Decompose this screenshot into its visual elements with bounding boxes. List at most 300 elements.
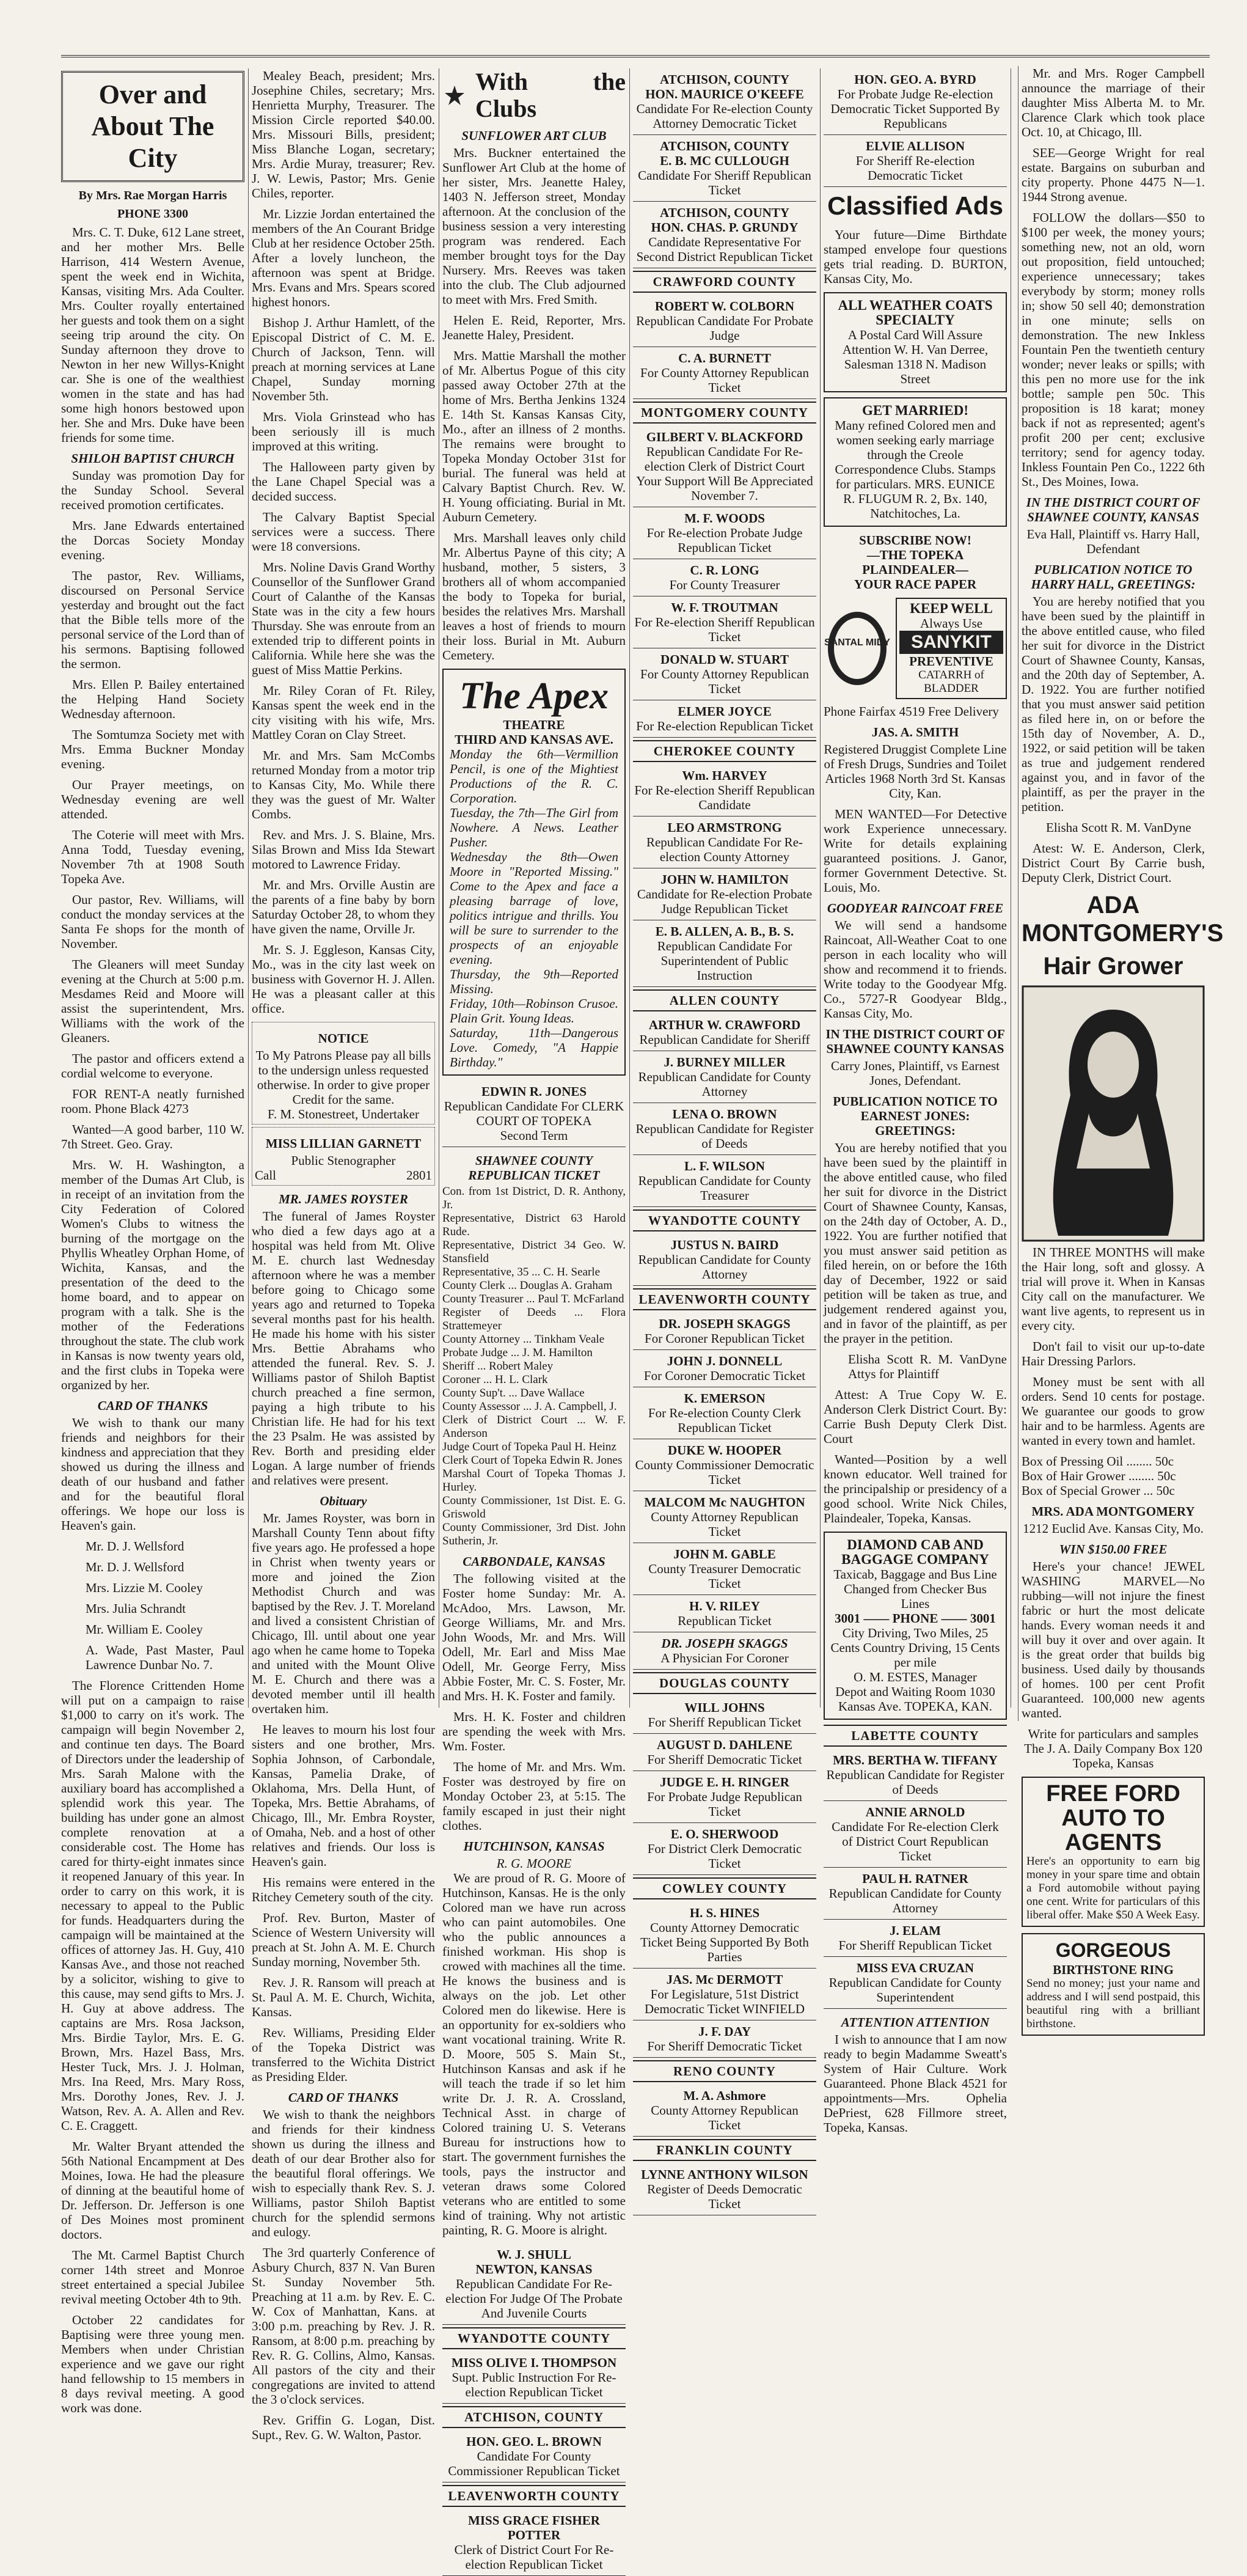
candidate-allen-eb bbox=[633, 920, 816, 987]
clubs-title: With the Clubs bbox=[475, 68, 626, 122]
diamond-cab-ad bbox=[824, 1532, 1007, 1720]
candidate-office: For County Attorney Republican Ticket bbox=[640, 365, 809, 395]
article-item: The Coterie will meet with Mrs. Anna Todd, Tuesday evening, November 7th at 1908 South Topeka Ave. bbox=[61, 827, 244, 886]
candidate-name: L. F. WILSON bbox=[684, 1159, 765, 1173]
ticket-line: County Commissioner, 3rd Dist. John Sutherin, Jr. bbox=[442, 1521, 626, 1547]
hair-grower-title: ADA MONTGOMERY'S bbox=[1022, 892, 1224, 947]
candidate-wilson-lynne bbox=[633, 2163, 816, 2215]
hair-woman-illustration bbox=[1022, 985, 1205, 1242]
article-item: Mrs. Ellen P. Bailey entertained the Helping Hand Society Wednesday afternoon. bbox=[61, 677, 244, 721]
ticket-line: Probate Judge ... J. M. Hamilton bbox=[442, 1346, 593, 1359]
county-heading: WYANDOTTE COUNTY bbox=[633, 1209, 816, 1231]
county-heading: WYANDOTTE COUNTY bbox=[442, 2327, 626, 2349]
byline-phone: PHONE 3300 bbox=[117, 207, 189, 221]
candidate-office: For Re-election Republican Ticket bbox=[636, 719, 813, 733]
ticket-line: Coroner ... H. L. Clark bbox=[442, 1373, 548, 1386]
classified-ads-heading: Classified Ads bbox=[827, 191, 1003, 220]
candidate-name: HON. MAURICE O'KEEFE bbox=[645, 87, 804, 101]
hair-owner: MRS. ADA MONTGOMERY bbox=[1031, 1504, 1195, 1519]
publication-notice: PUBLICATION NOTICE TO EARNEST JONES: GREETINGS: bbox=[833, 1094, 998, 1138]
candidate-hooper bbox=[633, 1439, 816, 1491]
article-baptising: October 22 candidates for Baptising were three young men. Members when under Christian experience and we gave our right hand fellowship to 15 members in 8 days revival meeting. A good work was done. bbox=[61, 2313, 244, 2415]
ring-body: Send no money; just your name and address and I will send postpaid, this beautiful ring with a brilliant birthstone. bbox=[1026, 1977, 1200, 2030]
article-item: His remains were entered in the Ritchey Cemetery south of the city. bbox=[252, 1875, 435, 1904]
candidate-name: HON. GEO. A. BYRD bbox=[854, 72, 976, 87]
candidate-name: MISS GRACE FISHER POTTER bbox=[468, 2513, 600, 2542]
candidate-woods bbox=[633, 507, 816, 559]
plaindealer-name: —THE TOPEKA PLAINDEALER— bbox=[862, 548, 968, 577]
article-item: Sunday was promotion Day for the Sunday School. Several received promotion certificates. bbox=[61, 468, 244, 512]
ticket-line: County Treasurer ... Paul T. McFarland bbox=[442, 1293, 624, 1305]
ticket-line: Representative, District 34 Geo. W. Stansfield bbox=[442, 1239, 626, 1265]
county-heading: LABETTE COUNTY bbox=[824, 1725, 1007, 1747]
article-item: Mrs. Buckner entertained the Sunflower Art Club at the home of her sister, Mrs. Jeanette Haley, 1403 N. Jefferson street, Monday afternoon. At the conclusion of the business session a very interesting program was rendered. Each member brought toys for the Day Nursery. Mrs. Reeves was taken into the club. The Club adjourned to meet with Mrs. Fred Smith. bbox=[442, 145, 626, 307]
article-royster-funeral: The funeral of James Royster who died a few days ago at a hospital was held from Mt. Olive M. E. church last Wednesday afternoon where he was a member before going to Chicago some years ago and returned to Topeka several months past for his health. He made his home with his sister Mrs. Bettie Abrahams who attended the funeral. Rev. S. J. Williams pastor of Shiloh Baptist church preached a fine sermon, paying a high tribute to his Christian life. He had for his text the 23 Psalm. He was assisted by Rev. Borth and presiding elder Logan. A large number of friends and relatives were present. bbox=[252, 1209, 435, 1488]
candidate-name: C. A. BURNETT bbox=[678, 351, 771, 365]
heading-carbondale: CARBONDALE, KANSAS bbox=[463, 1554, 605, 1569]
candidate-dermott bbox=[633, 1969, 816, 2020]
court-attest: Attest: A True Copy W. E. Anderson Clerk District Court. By: Carrie Bush Deputy Clerk Dist. Court bbox=[824, 1387, 1007, 1446]
candidate-name: DONALD W. STUART bbox=[660, 652, 789, 667]
heading-hutchinson: HUTCHINSON, KANSAS bbox=[463, 1839, 605, 1854]
race-paper: YOUR RACE PAPER bbox=[854, 577, 977, 592]
candidate-wilson-lf bbox=[633, 1155, 816, 1207]
candidate-name: H. S. HINES bbox=[689, 1906, 760, 1920]
candidate-office: County Attorney Republican Ticket bbox=[651, 1510, 799, 1539]
attention-body: I wish to announce that I am now ready to begin Madamme Sweatt's System of Hair Culture. Work Guaranteed. Phone Black 4521 for appointments—Mrs. Ophelia DePriest, 628 Fillmore street, Topeka, Kansas. bbox=[824, 2032, 1007, 2135]
candidate-name: JUDGE E. H. RINGER bbox=[660, 1775, 789, 1789]
subscribe-heading: SUBSCRIBE NOW! bbox=[859, 533, 971, 548]
garnett-call: Call bbox=[255, 1168, 276, 1183]
candidate-naughton bbox=[633, 1491, 816, 1543]
heading-shawnee-ticket: SHAWNEE COUNTY REPUBLICAN TICKET bbox=[468, 1153, 600, 1183]
classified-rent: FOR RENT-A neatly furnished room. Phone Black 4273 bbox=[61, 1087, 244, 1116]
candidate-harvey bbox=[633, 765, 816, 816]
ticket-line: Con. from 1st District, D. R. Anthony, Jr. bbox=[442, 1185, 626, 1211]
candidate-office: Republican Candidate For Probate Judge bbox=[636, 314, 813, 343]
article-item: The following visited at the Foster home Sunday: Mr. A. McAdoo, Mrs. Lawson, Mr. George Williams, Mr. and Mrs. John Woods, Mr. and Mrs. Will Odell, Mr. Earl and Miss Mae Odell, Mr. George Ferry, Miss Abbie Foster, Mr. C. S. Foster, Mr. and Mrs. H. K. Foster and family. bbox=[442, 1571, 626, 1703]
candidate-brown-lena bbox=[633, 1103, 816, 1155]
article-item: Mrs. H. K. Foster and children are spending the week with Mrs. Wm. Foster. bbox=[442, 1709, 626, 1753]
signature: Mr. William E. Cooley bbox=[86, 1622, 203, 1637]
candidate-shull bbox=[442, 2244, 626, 2325]
jewel-body: Here's your chance! JEWEL WASHING MARVEL—No rubbing—will not injure the finest fabric or hurt the most delicate hands. Every woman needs it and will buy it over and over again. It is the great order that builds big business. Used daily by thousands of homes. 100 per cent Profit Guaranteed. 100,000 new agents wanted. bbox=[1022, 1559, 1205, 1720]
candidate-name: H. V. RILEY bbox=[689, 1599, 760, 1613]
byline-author: By Mrs. Rae Morgan Harris bbox=[78, 189, 227, 202]
county-label: ATCHISON, COUNTY bbox=[660, 139, 789, 153]
candidate-office: County Commissioner Democratic Ticket bbox=[635, 1458, 814, 1487]
candidate-office: A Physician For Coroner bbox=[660, 1651, 789, 1665]
candidate-office: For Sheriff Republican Ticket bbox=[838, 1938, 992, 1953]
court-body: You are hereby notified that you have been sued by the plaintiff in the above entitled cause, who filed her suit for divorce in the District Court of Shawnee County, Kansas, and the 20th day of September, A. D. 1922. You are further notified that you must answer said petition as filed here in, on or before the 15th day of November, A. D., 1922, or said petition will be taken as true and judgement rendered against you, and in favor of the plaintiff, as per the prayer in the petition. bbox=[1022, 594, 1205, 814]
santal-label: SANTAL MIDY bbox=[824, 637, 890, 648]
classified-inkless-pen: FOLLOW the dollars—$50 to $100 per week, the money yours; something new, not an old, worn out proposition, field untouched; experience unnecessary; takes everybody by storm; money rolls in; show 50 sell 40; demonstration in one minute; sells on demonstration. The new Inkless Fountain Pen the twentieth century wonder; never leaks or spills; with this pen no more use for the ink bottle; sample pen 50c. This proposition is 18 karat; money back if not as represented; agent's profit 200 per cent; exclusive territory; send for agency today. Inkless Fountain Pen Co., 1222 6th St., Des Moines, Iowa. bbox=[1022, 210, 1205, 489]
garnett-call-row bbox=[255, 1168, 432, 1183]
candidate-donnell bbox=[633, 1350, 816, 1387]
county-heading: MONTGOMERY COUNTY bbox=[633, 402, 816, 424]
article-asbury: The 3rd quarterly Conference of Asbury Church, 837 N. Van Buren St. Sunday November 5th. Preaching at 11 a.m. by Rev. E. C. W. Cox of Manhattan, Kans. at 3:00 p.m. preaching by Rev. J. R. Ransom, at 8:00 p.m. preaching by Rev. R. G. Collins, Almo, Kansas. All pastors of the city and their congregations are invited to attend the 3 o'clock services. bbox=[252, 2245, 435, 2407]
candidate-name: JOHN J. DONNELL bbox=[667, 1354, 783, 1368]
hair-body: IN THREE MONTHS will make the Hair long, soft and glossy. A trial will prove it. When in Kansas City call on the manufacturer. We want live agents, to represent us in every city. bbox=[1022, 1245, 1205, 1333]
jewel-write: Write for particulars and samples The J. A. Daily Company Box 120 Topeka, Kansas bbox=[1024, 1727, 1202, 1771]
ticket-line: Representative, District 63 Harold Rude. bbox=[442, 1212, 626, 1238]
sanykit-logo: SANYKIT bbox=[899, 631, 1003, 654]
column-divider bbox=[820, 68, 821, 1708]
court-signature: Elisha Scott R. M. VanDyne Attys for Plaintiff bbox=[848, 1352, 1007, 1381]
candidate-name: WILL JOHNS bbox=[684, 1700, 765, 1715]
capsule-icon bbox=[824, 609, 891, 688]
candidate-ashmore bbox=[633, 2085, 816, 2137]
candidate-office: Republican Candidate for County Attorney bbox=[638, 1252, 811, 1282]
notice-body: To My Patrons Please pay all bills to the undersign unless requested otherwise. In order to give proper Credit for the same. bbox=[255, 1048, 431, 1107]
candidate-office: County Treasurer Democratic Ticket bbox=[648, 1561, 801, 1591]
candidate-name: MRS. BERTHA W. TIFFANY bbox=[833, 1753, 998, 1767]
candidate-office: For District Clerk Democratic Ticket bbox=[647, 1841, 802, 1871]
depot-address: Depot and Waiting Room 1030 Kansas Ave. TOPEKA, KAN. bbox=[835, 1684, 995, 1714]
catarrh-label: CATARRH of BLADDER bbox=[918, 669, 984, 695]
candidate-tiffany bbox=[824, 1749, 1007, 1801]
court-body: You are hereby notified that you have been sued by the plaintiff in the above entitled cause, who filed her suit for divorce in the District Court of Shawnee County, Kansas, on the 24th day of October, A. D., 1922. You are further notified that you must answer said petition as filed herein, on or before the 16th day of December, 1922 or said petition will be taken as true, and judgement rendered against you, and in favor of the plaintiff, as per the prayer in the petition. bbox=[824, 1140, 1007, 1346]
article-washington: Mrs. W. H. Washington, a member of the Dumas Art Club, is in receipt of an invitation from the City Federation of Colored Women's Clubs to witness the burning of the mortgage on the Phyllis Wheatley Orphan Home, of Wichita, Kansas, and the presentation of the deed to the home board, and to appear on program with a talk. She is the mother of the Federations throughout the state. The club work in Kansas is now twenty years old, and the first clubs in Topeka were organized by her. bbox=[61, 1158, 244, 1392]
article-item: The Gleaners will meet Sunday evening at the Church at 5:00 p.m. Mesdames Reid and Moore will assist the superintendent, Mrs. Williams with the work of the Gleaners. bbox=[61, 957, 244, 1045]
candidate-day bbox=[633, 2020, 816, 2058]
druggist-name: JAS. A. SMITH bbox=[871, 725, 959, 739]
candidate-office: For Sheriff Re-election Democratic Ticket bbox=[855, 153, 975, 183]
county-heading: RENO COUNTY bbox=[633, 2060, 816, 2082]
candidate-office: For Coroner Democratic Ticket bbox=[643, 1368, 806, 1383]
candidate-name: M. F. WOODS bbox=[684, 511, 765, 526]
preventive-label: PREVENTIVE bbox=[909, 654, 993, 669]
classified-goodyear: We will send a handsome Raincoat, All-Weather Coat to one person in each locality who will show and recommend it to friends. Write today to the Goodyear Mfg. Co., 5727-R Goodyear Bldg., Kansas City, Mo. bbox=[824, 918, 1007, 1021]
candidate-office: For Re-election County Clerk Republican Ticket bbox=[648, 1406, 802, 1435]
court-parties: Eva Hall, Plaintiff vs. Harry Hall, Defendant bbox=[1026, 527, 1200, 556]
candidate-riley bbox=[633, 1595, 816, 1632]
column-divider bbox=[248, 68, 249, 1708]
heading-sunflower: SUNFLOWER ART CLUB bbox=[461, 128, 607, 143]
ford-ad bbox=[1022, 1777, 1205, 1927]
candidate-office: For County Treasurer bbox=[669, 578, 780, 592]
county-heading: CRAWFORD COUNTY bbox=[633, 271, 816, 293]
candidate-office: For Legislature, 51st District Democratic Ticket WINFIELD bbox=[644, 1987, 805, 2016]
apex-listing: Wednesday the 8th—Owen Moore in "Reported Missing." Come to the Apex and face a pleasing barrage of love, politics intrigue and thrills. You will be sure to surrender to the prospects of an enjoyable evening. bbox=[450, 849, 618, 967]
signature: Mr. D. J. Wellsford bbox=[86, 1539, 185, 1554]
article-item: Mrs. Jane Edwards entertained the Dorcas Society Monday evening. bbox=[61, 518, 244, 562]
druggist-body: Registered Druggist Complete Line of Fresh Drugs, Sundries and Toilet Articles 1968 North 3rd St. Kansas City, Kan. bbox=[824, 742, 1007, 801]
candidate-name: LENA O. BROWN bbox=[672, 1107, 777, 1121]
garnett-ad bbox=[252, 1127, 435, 1186]
candidate-miller bbox=[633, 1051, 816, 1103]
classified-barber: Wanted—A good barber, 110 W. 7th Street. Geo. Gray. bbox=[61, 1122, 244, 1151]
candidate-location: NEWTON, KANSAS bbox=[475, 2262, 593, 2277]
hair-address: 1212 Euclid Ave. Kansas City, Mo. bbox=[1023, 1521, 1204, 1536]
article-bryant: Mr. Walter Bryant attended the 56th National Encampment at Des Moines, Iowa. He had the pleasure of dinning at the beautiful home of Dr. Jefferson. Dr. Jefferson is one of Des Moines most prominent doctors. bbox=[61, 2139, 244, 2242]
candidate-name: DR. JOSEPH SKAGGS bbox=[661, 1636, 788, 1651]
candidate-name: MISS EVA CRUZAN bbox=[856, 1961, 975, 1975]
column-tickets bbox=[633, 68, 816, 2211]
ad-body: A Postal Card Will Assure Attention W. H. Van Derree, Salesman 1318 N. Madison Street bbox=[842, 328, 989, 386]
candidate-blackford bbox=[633, 426, 816, 507]
article-item: Mealey Beach, president; Mrs. Josephine Chiles, secretary; Mrs. Henrietta Murphy, Treasurer. The Mission Circle reported $40.00. Mrs. Missouri Bills, president; Miss Blanche Logan, secretary; Mrs. Ardie Muray, treasurer; Rev. J. W. Lewis, Pastor; Mrs. Genie Chiles, reporter. bbox=[252, 68, 435, 200]
candidate-name: ANNIE ARNOLD bbox=[865, 1805, 965, 1819]
ticket-line: County Assessor ... J. A. Campbell, J. bbox=[442, 1400, 617, 1413]
candidate-term: Second Term bbox=[500, 1128, 568, 1143]
candidate-name: PAUL H. RATNER bbox=[862, 1871, 968, 1886]
county-heading: DOUGLAS COUNTY bbox=[633, 1672, 816, 1694]
price-line: Box of Hair Grower ........ 50c bbox=[1022, 1469, 1176, 1483]
notice-signature: F. M. Stonestreet, Undertaker bbox=[268, 1107, 419, 1121]
county-heading: LEAVENWORTH COUNTY bbox=[633, 1288, 816, 1310]
article-item: Rev. Williams, Presiding Elder of the Topeka District was transferred to the Wichita District as Presiding Elder. bbox=[252, 2025, 435, 2084]
candidate-baird bbox=[633, 1234, 816, 1286]
heading-shiloh: SHILOH BAPTIST CHURCH bbox=[71, 451, 235, 466]
candidate-office: Republican Candidate For CLERK COURT OF TOPEKA bbox=[444, 1099, 624, 1128]
article-thanks: We wish to thank our many friends and neighbors for their kindness and appreciation that they showed us during the illness and death of our husband and father and for the beautiful floral offerings. We hope our loss is Heaven's gain. bbox=[61, 1415, 244, 1533]
article-item: Bishop J. Arthur Hamlett, of the Episcopal District of C. M. E. Church of Jackson, Tenn. will preach at morning services at Lane Chapel, Sunday morning November 5th. bbox=[252, 315, 435, 403]
article-item: Mrs. Mattie Marshall the mother of Mr. Albertus Pogue of this city passed away October 27th at the home of Mrs. Bertha Jenkins 1324 E. 14th St. Kansas Kansas City, Mo., after an illness of 2 months. The remains were brought to Topeka Monday October 31st for burial. The funeral was held at Calvary Baptist Church. Rev. W. H. Young officiating. Burial in Mt. Auburn Cemetery. bbox=[442, 348, 626, 524]
price-line: Box of Pressing Oil ........ 50c bbox=[1022, 1454, 1174, 1469]
article-duke: Mrs. C. T. Duke, 612 Lane street, and her mother Mrs. Belle Harrison, 414 Western Avenue, spent the week end in Wichita, Kansas, visiting Mrs. Ada Coulter. Mrs. Coulter royally entertained her guests and took them on a sight seeing trip around the city. On Sunday afternoon they drove to Newton in her new Willys-Knight car. She is one of the wealthiest women in the state and has had some high honors bestowed upon her. She and Mrs. Duke have been friends for some time. bbox=[61, 225, 244, 445]
candidate-office: For Sheriff Democratic Ticket bbox=[647, 2039, 802, 2053]
ticket-line: Sheriff ... Robert Maley bbox=[442, 1360, 554, 1373]
ford-title: FREE FORD AUTO TO AGENTS bbox=[1046, 1781, 1180, 1855]
ad-heading: ALL WEATHER COATS SPECIALTY bbox=[838, 298, 993, 328]
candidate-office: Republican Candidate For Re-election County Attorney bbox=[646, 835, 803, 864]
candidate-cruzan bbox=[824, 1957, 1007, 2009]
candidate-arnold bbox=[824, 1801, 1007, 1868]
candidate-office: Republican Ticket bbox=[678, 1613, 772, 1628]
article-item: Prof. Rev. Burton, Master of Science of Western University will preach at St. John A. M. E. Church Sunday morning, November 5th. bbox=[252, 1910, 435, 1969]
masthead-title: Over and About The City bbox=[61, 71, 244, 182]
candidate-office: Republican Candidate for County Attorney bbox=[638, 1070, 811, 1099]
keepwell-box bbox=[896, 598, 1007, 699]
article-item: The pastor and officers extend a cordial welcome to everyone. bbox=[61, 1051, 244, 1081]
ticket-line: County Sup't. ... Dave Wallace bbox=[442, 1387, 585, 1400]
candidate-office: Candidate For Sheriff Republican Ticket bbox=[638, 168, 811, 197]
candidate-emerson bbox=[633, 1387, 816, 1439]
candidate-allison bbox=[824, 135, 1007, 187]
county-label: ATCHISON, COUNTY bbox=[660, 72, 789, 87]
hair-body: Money must be sent with all orders. Send 10 cents for postage. We guarantee our goods to grow hair and to be harmless. Agents are wanted in every town and hamlet. bbox=[1022, 1374, 1205, 1448]
article-mt-carmel: The Mt. Carmel Baptist Church corner 14th street and Monroe street entertained a special Jubilee revival meeting October 4th to 9th. bbox=[61, 2248, 244, 2306]
article-item: Mr. and Mrs. Orville Austin are the parents of a fine baby by born Saturday October 28, to whom they have given the name, Orville Jr. bbox=[252, 878, 435, 936]
signature: Mrs. Lizzie M. Cooley bbox=[86, 1580, 203, 1595]
candidate-office: For Sheriff Democratic Ticket bbox=[647, 1752, 802, 1767]
article-item: Our Prayer meetings, on Wednesday evening are well attended. bbox=[61, 777, 244, 821]
article-item: Our pastor, Rev. Williams, will conduct the monday services at the Santa Fe shops for the month of November. bbox=[61, 892, 244, 951]
candidate-name: J. F. DAY bbox=[698, 2024, 751, 2039]
coats-ad bbox=[824, 292, 1007, 392]
publication-notice: PUBLICATION NOTICE TO HARRY HALL, GREETINGS: bbox=[1031, 562, 1196, 592]
article-item: Mrs. Noline Davis Grand Worthy Counsellor of the Sunflower Grand Court of Calanthe of the Kansas State was in the city a few hours Thursday. She was enroute from an extended trip to different points in California. While here she was the guest of Miss Mattie Perkins. bbox=[252, 560, 435, 677]
ad-body: Taxicab, Baggage and Bus Line Changed from Checker Bus Lines bbox=[833, 1567, 997, 1611]
classified-item: Your future—Dime Birthdate stamped envelope four questions gets trial reading. D. BURTON, Kansas City, Mo. bbox=[824, 227, 1007, 286]
candidate-hines bbox=[633, 1902, 816, 1969]
article-item: Helen E. Reid, Reporter, Mrs. Jeanette Haley, President. bbox=[442, 313, 626, 342]
ford-body: Here's an opportunity to earn big money in your spare time and obtain a Ford automobile without paying one cent. Write for particulars of this liberal offer. Make $50 A Week Easy. bbox=[1026, 1855, 1200, 1921]
candidate-office: Candidate For Re-election Clerk of District Court Republican Ticket bbox=[832, 1819, 999, 1863]
ticket-line: Judge Court of Topeka Paul H. Heinz bbox=[442, 1440, 616, 1453]
candidate-joyce bbox=[633, 700, 816, 738]
court-attest: Atest: W. E. Anderson, Clerk, District Court By Carrie bush, Deputy Clerk, District Court. bbox=[1022, 841, 1205, 885]
candidate-name: J. ELAM bbox=[890, 1923, 941, 1938]
candidate-office: Republican Candidate for County Attorney bbox=[828, 1886, 1002, 1915]
ticket-line: Clerk of District Court ... W. F. Anderson bbox=[442, 1414, 626, 1440]
heading-obituary: Obituary bbox=[320, 1494, 367, 1508]
candidate-office: County Attorney Democratic Ticket Being Supported By Both Parties bbox=[640, 1920, 809, 1964]
price-line: Box of Special Grower ... 50c bbox=[1022, 1483, 1175, 1498]
apex-listing: Tuesday, the 7th—The Girl from Nowhere. A News. Leather Pusher. bbox=[450, 805, 618, 849]
county-heading: LEAVENWORTH COUNTY bbox=[442, 2485, 626, 2507]
county-heading: ATCHISON, COUNTY bbox=[442, 2406, 626, 2428]
court-heading: IN THE DISTRICT COURT OF SHAWNEE COUNTY KANSAS bbox=[825, 1027, 1005, 1056]
candidate-office: For County Attorney Republican Ticket bbox=[640, 667, 809, 696]
article-obituary: Mr. James Royster, was born in Marshall County Tenn about fifty five years ago. He professed a hope in Christ when twenty years or more and joined the Zion Methodist Church and was baptised by the Rev. J. T. Moreland and lived a consistent Christian of Chicago, Ill. until about one year ago when he came home to Topeka and united with the Mount Olive M. E. Church and there was a devoted member until ill health overtaken him. bbox=[252, 1511, 435, 1716]
ticket-line: Register of Deeds ... Flora Strattemeyer bbox=[442, 1306, 626, 1332]
heading-card-of-thanks: CARD OF THANKS bbox=[288, 2090, 399, 2105]
classified-detective: MEN WANTED—For Detective work Experience unnecessary. Write for details explaining guaranteed positions. J. Ganor, former Government Detective. St. Louis, Mo. bbox=[824, 807, 1007, 895]
county-heading: CHEROKEE COUNTY bbox=[633, 740, 816, 762]
notice-heading: NOTICE bbox=[318, 1031, 369, 1046]
candidate-office: Republican Candidate For Superintendent of Public Instruction bbox=[657, 939, 792, 983]
county-heading: FRANKLIN COUNTY bbox=[633, 2139, 816, 2161]
candidate-office: For Sheriff Republican Ticket bbox=[648, 1715, 802, 1730]
club-ornament-icon bbox=[442, 83, 467, 108]
article-campbell: Mr. and Mrs. Roger Campbell announce the marriage of their daughter Miss Alberta M. to Mr. Clarence Clark which took place Oct. 10, at Chicago, Ill. bbox=[1022, 66, 1205, 139]
candidate-office: Republican Candidate for Register of Deeds bbox=[826, 1767, 1004, 1797]
subheading-moore: R. G. MOORE bbox=[496, 1856, 572, 1871]
candidate-ratner bbox=[824, 1868, 1007, 1920]
candidate-elam bbox=[824, 1920, 1007, 1957]
diamond-rates: City Driving, Two Miles, 25 Cents Country Driving, 15 Cents per mile bbox=[830, 1626, 1000, 1670]
candidate-name: LYNNE ANTHONY WILSON bbox=[641, 2167, 808, 2182]
notice-box bbox=[252, 1022, 435, 1125]
article-item: The Somtumza Society met with Mrs. Emma Buckner Monday evening. bbox=[61, 727, 244, 771]
candidate-name: W. J. SHULL bbox=[497, 2247, 571, 2262]
candidate-office: Candidate Representative For Second District Republican Ticket bbox=[636, 235, 813, 264]
candidate-office: For Coroner Republican Ticket bbox=[645, 1331, 805, 1346]
article-obituary-survivors: He leaves to mourn his lost four sisters and one brother, Mrs. Sophia Johnson, of Carbondale, Kansas, Pamelia Drake, of Oklahoma, Mrs. Della Hunt, of Topeka, Mrs. Bettie Abrahams, of Chicago, Ill., Mr. Embra Royster, of Omaha, Neb. and a host of other relatives and friends. Our loss is Heaven's gain. bbox=[252, 1722, 435, 1869]
candidate-grundy bbox=[633, 202, 816, 268]
apex-listing: Saturday, 11th—Dangerous Love. Comedy, "A Happie Birthday." bbox=[450, 1026, 618, 1070]
candidate-dahlene bbox=[633, 1734, 816, 1771]
ad-heading: DIAMOND CAB AND BAGGAGE COMPANY bbox=[841, 1537, 989, 1567]
article-item: Mr. S. J. Eggleson, Kansas City, Mo., was in the city last week on business with Governor H. J. Allen. He was a pleasant caller at this office. bbox=[252, 942, 435, 1016]
candidate-name: Wm. HARVEY bbox=[682, 768, 767, 783]
signature: Mr. D. J. Wellsford bbox=[86, 1560, 185, 1574]
ticket-line: County Clerk ... Douglas A. Graham bbox=[442, 1279, 613, 1292]
candidate-gable bbox=[633, 1543, 816, 1595]
candidate-crawford bbox=[633, 1014, 816, 1051]
court-parties: Carry Jones, Plaintiff, vs Earnest Jones, Defendant. bbox=[830, 1059, 1000, 1088]
candidate-office: Republican Candidate for Register of Deeds bbox=[635, 1121, 814, 1151]
candidate-name: MALCOM Mc NAUGHTON bbox=[644, 1495, 805, 1510]
classified-wright: SEE—George Wright for real estate. Bargains on suburban and city property. Phone 4475 N—1. 1944 Strong avenue. bbox=[1022, 145, 1205, 204]
article-item: Mrs. Marshall leaves only child Mr. Albertus Payne of this city; A husband, mother, 5 sisters, 3 brothers all of whom accompanied the body to Topeka for burial, besides the relatives Mrs. Marshall leaves a host of friends to mourn their loss. Burial in Mt. Auburn Cemetery. bbox=[442, 530, 626, 662]
candidate-ringer bbox=[633, 1771, 816, 1823]
candidate-name: ELMER JOYCE bbox=[678, 704, 772, 719]
candidate-armstrong bbox=[633, 816, 816, 868]
article-item: The pastor, Rev. Williams, discoursed on Personal Service yesterday and brought out the fact that the Bible tells more of the personal service of the Lord than of his sermons. Baptising followed the sermon. bbox=[61, 568, 244, 671]
candidate-name: EDWIN R. JONES bbox=[481, 1084, 587, 1099]
candidate-name: DR. JOSEPH SKAGGS bbox=[659, 1316, 791, 1331]
column-clubs bbox=[442, 68, 626, 2572]
classified-educator: Wanted—Position by a well known educator. Well trained for the principalship or presidency of a good school. Write Nick Chiles, Plaindealer, Topeka, Kansas. bbox=[824, 1452, 1007, 1525]
article-item: The Calvary Baptist Special services were a success. There were 18 conversions. bbox=[252, 510, 435, 554]
article-item: Rev. J. R. Ransom will preach at St. Paul A. M. E. Church, Wichita, Kansas. bbox=[252, 1975, 435, 2019]
heading-card-of-thanks: CARD OF THANKS bbox=[97, 1398, 208, 1413]
candidate-name: E. O. SHERWOOD bbox=[670, 1827, 779, 1841]
candidate-colborn bbox=[633, 295, 816, 347]
candidate-name: W. F. TROUTMAN bbox=[671, 600, 778, 615]
article-item: Mr. and Mrs. Sam McCombs returned Monday from a motor trip to Kansas City, Mo. While there they was the guest of Mr. Walter Combs. bbox=[252, 748, 435, 821]
attention-heading: ATTENTION ATTENTION bbox=[841, 2015, 990, 2030]
article-item: The home of Mr. and Mrs. Wm. Foster was destroyed by fire on Monday October 23, at 5:15. The family escaped in just their night clothes. bbox=[442, 1760, 626, 1833]
county-heading: COWLEY COUNTY bbox=[633, 1877, 816, 1899]
ad-body: Many refined Colored men and women seeking early marriage through the Creole Correspondence Clubs. Stamps for particulars. MRS. EUNICE R. FLUGUM R. 2, Bx. 140, Natchitoches, La. bbox=[835, 418, 996, 521]
diamond-phone: 3001 —— PHONE —— 3001 bbox=[835, 1611, 996, 1626]
candidate-name: DUKE W. HOOPER bbox=[667, 1443, 782, 1458]
column-right bbox=[1022, 66, 1224, 2030]
apex-address: THIRD AND KANSAS AVE. bbox=[455, 732, 613, 747]
jewel-heading: WIN $150.00 FREE bbox=[1059, 1542, 1168, 1557]
candidate-office: For Probate Judge Republican Ticket bbox=[647, 1789, 802, 1819]
candidate-stuart bbox=[633, 648, 816, 700]
ring-ad bbox=[1022, 1933, 1205, 2036]
candidate-name: JAS. Mc DERMOTT bbox=[666, 1972, 783, 1987]
santal-ad bbox=[824, 598, 1007, 699]
candidate-name: M. A. Ashmore bbox=[683, 2088, 766, 2103]
column-1 bbox=[61, 68, 244, 2415]
candidate-name: ARTHUR W. CRAWFORD bbox=[648, 1018, 801, 1032]
garnett-phone: 2801 bbox=[406, 1168, 432, 1183]
candidate-office: Republican Candidate For Re-election Clerk of District Court Your Support Will Be Appreciated November 7. bbox=[636, 444, 813, 503]
candidate-office: Republican Candidate for County Treasurer bbox=[638, 1173, 811, 1203]
ticket-line: Marshal Court of Topeka Thomas J. Hurley. bbox=[442, 1467, 626, 1494]
candidate-potter bbox=[442, 2509, 626, 2576]
candidate-name: LEO ARMSTRONG bbox=[667, 820, 782, 835]
apex-listing: Thursday, the 9th—Reported Missing. bbox=[450, 967, 618, 996]
article-item: The Halloween party given by the Lane Chapel Special was a decided success. bbox=[252, 460, 435, 504]
candidate-name: HON. CHAS. P. GRUNDY bbox=[651, 220, 799, 235]
always-use: Always Use bbox=[920, 616, 983, 631]
candidate-office: For Re-election Sheriff Republican Candidate bbox=[634, 783, 815, 812]
candidate-name: JOHN W. HAMILTON bbox=[660, 872, 789, 887]
apex-theatre: THEATRE bbox=[503, 717, 565, 732]
candidate-hamilton bbox=[633, 868, 816, 920]
candidate-sherwood bbox=[633, 1823, 816, 1875]
candidate-mccullough bbox=[633, 135, 816, 202]
ticket-line: County Attorney ... Tinkham Veale bbox=[442, 1333, 605, 1346]
candidate-office: County Attorney Republican Ticket bbox=[651, 2103, 799, 2132]
candidate-office: Supt. Public Instruction For Re-election Republican Ticket bbox=[452, 2370, 616, 2399]
candidate-thompson bbox=[442, 2352, 626, 2404]
article-item: Mr. Riley Coran of Ft. Riley, Kansas spent the week end in the city visiting with his wife, Mrs. Mattley Coran on Clay Street. bbox=[252, 683, 435, 742]
garnett-name: MISS LILLIAN GARNETT bbox=[265, 1136, 422, 1151]
candidate-office: For Re-election Probate Judge Republican Ticket bbox=[646, 526, 803, 555]
article-item: Rev. Griffin G. Logan, Dist. Supt., Rev. G. W. Walton, Pastor. bbox=[252, 2413, 435, 2442]
article-thanks: We wish to thank the neighbors and friends for their kindness shown us during the illness and death of our dear Brother also for the beautiful floral offerings. We wish to especially thank Rev. S. J. Williams, pastor Shiloh Baptist church for the splendid sermons and eulogy. bbox=[252, 2107, 435, 2239]
candidate-name: E. B. MC CULLOUGH bbox=[660, 153, 789, 168]
candidate-name: ELVIE ALLISON bbox=[865, 139, 965, 153]
drug-phone-line: Phone Fairfax 4519 Free Delivery bbox=[824, 704, 999, 719]
ticket-line: Representative, 35 ... C. H. Searle bbox=[442, 1266, 601, 1279]
candidate-skaggs-physician bbox=[633, 1632, 816, 1670]
article-item: Mrs. Viola Grinstead who has been seriously ill is much improved at this writing. bbox=[252, 409, 435, 453]
candidate-name: ROBERT W. COLBORN bbox=[654, 299, 795, 314]
candidate-name: JOHN M. GABLE bbox=[673, 1547, 776, 1561]
clubs-header bbox=[442, 68, 626, 122]
ad-heading: GET MARRIED! bbox=[861, 403, 968, 418]
